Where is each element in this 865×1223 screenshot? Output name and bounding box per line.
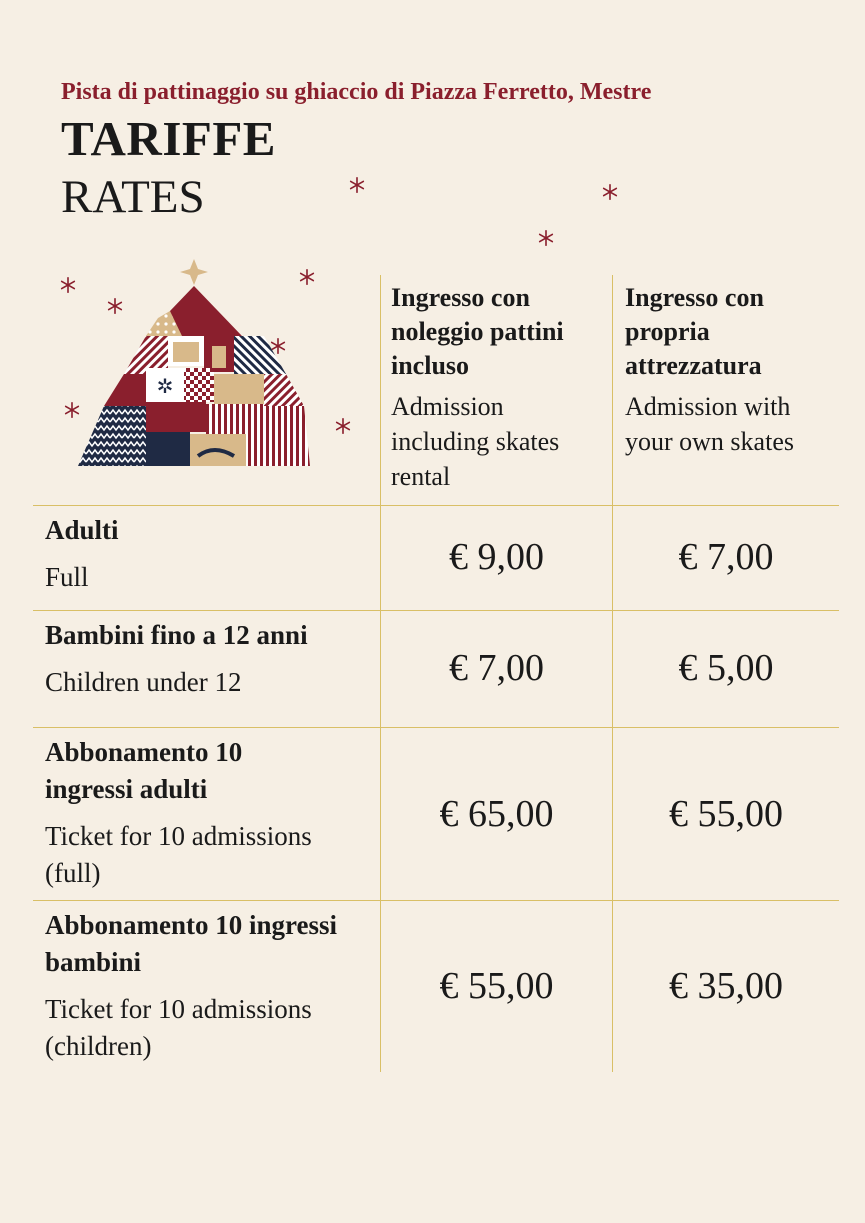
page-title-italian: TARIFFE [61, 111, 276, 166]
row-label-italian: Abbonamento 10 ingressi adulti [45, 737, 243, 804]
price-cell: € 9,00 [449, 536, 544, 578]
row-label-children-pass [45, 907, 355, 1065]
column-header-own-skates [625, 281, 825, 459]
row-label-english: Ticket for 10 admissions (children) [45, 994, 312, 1061]
column-header-english: Admission with your own skates [625, 392, 794, 456]
row-label-children [45, 617, 375, 701]
snowflake-star-icon [601, 183, 619, 201]
column-header-rental [391, 281, 606, 494]
row-label-italian: Bambini fino a 12 anni [45, 620, 308, 650]
row-divider [33, 900, 839, 901]
row-label-italian: Adulti [45, 515, 119, 545]
row-divider [33, 610, 839, 611]
column-header-italian: Ingresso con noleggio pattini incluso [391, 283, 564, 380]
snowflake-star-icon [537, 229, 555, 247]
row-divider [33, 505, 839, 506]
row-label-english: Full [45, 562, 89, 592]
row-label-english: Children under 12 [45, 667, 242, 697]
price-cell: € 55,00 [439, 965, 554, 1007]
row-divider [33, 727, 839, 728]
row-label-adult-pass [45, 734, 335, 892]
christmas-tree-icon [74, 256, 314, 476]
column-header-italian: Ingresso con propria attrezzatura [625, 283, 764, 380]
price-cell: € 65,00 [439, 793, 554, 835]
price-cell: € 7,00 [449, 647, 544, 689]
price-cell: € 7,00 [678, 536, 774, 578]
column-header-english: Admission including skates rental [391, 392, 560, 491]
row-label-italian: Abbonamento 10 ingressi bambini [45, 910, 338, 977]
price-cell: € 55,00 [669, 793, 783, 835]
snowflake-star-icon [348, 176, 366, 194]
price-cell: € 5,00 [678, 647, 774, 689]
svg-text:✲: ✲ [156, 374, 174, 398]
snowflake-star-icon [334, 417, 352, 435]
venue-subtitle: Pista di pattinaggio su ghiaccio di Piazza Ferretto, Mestre [61, 79, 652, 105]
price-cell: € 35,00 [669, 965, 783, 1007]
page-title-english: RATES [61, 171, 205, 223]
row-label-english: Ticket for 10 admissions (full) [45, 821, 312, 888]
row-label-adults [45, 512, 375, 596]
